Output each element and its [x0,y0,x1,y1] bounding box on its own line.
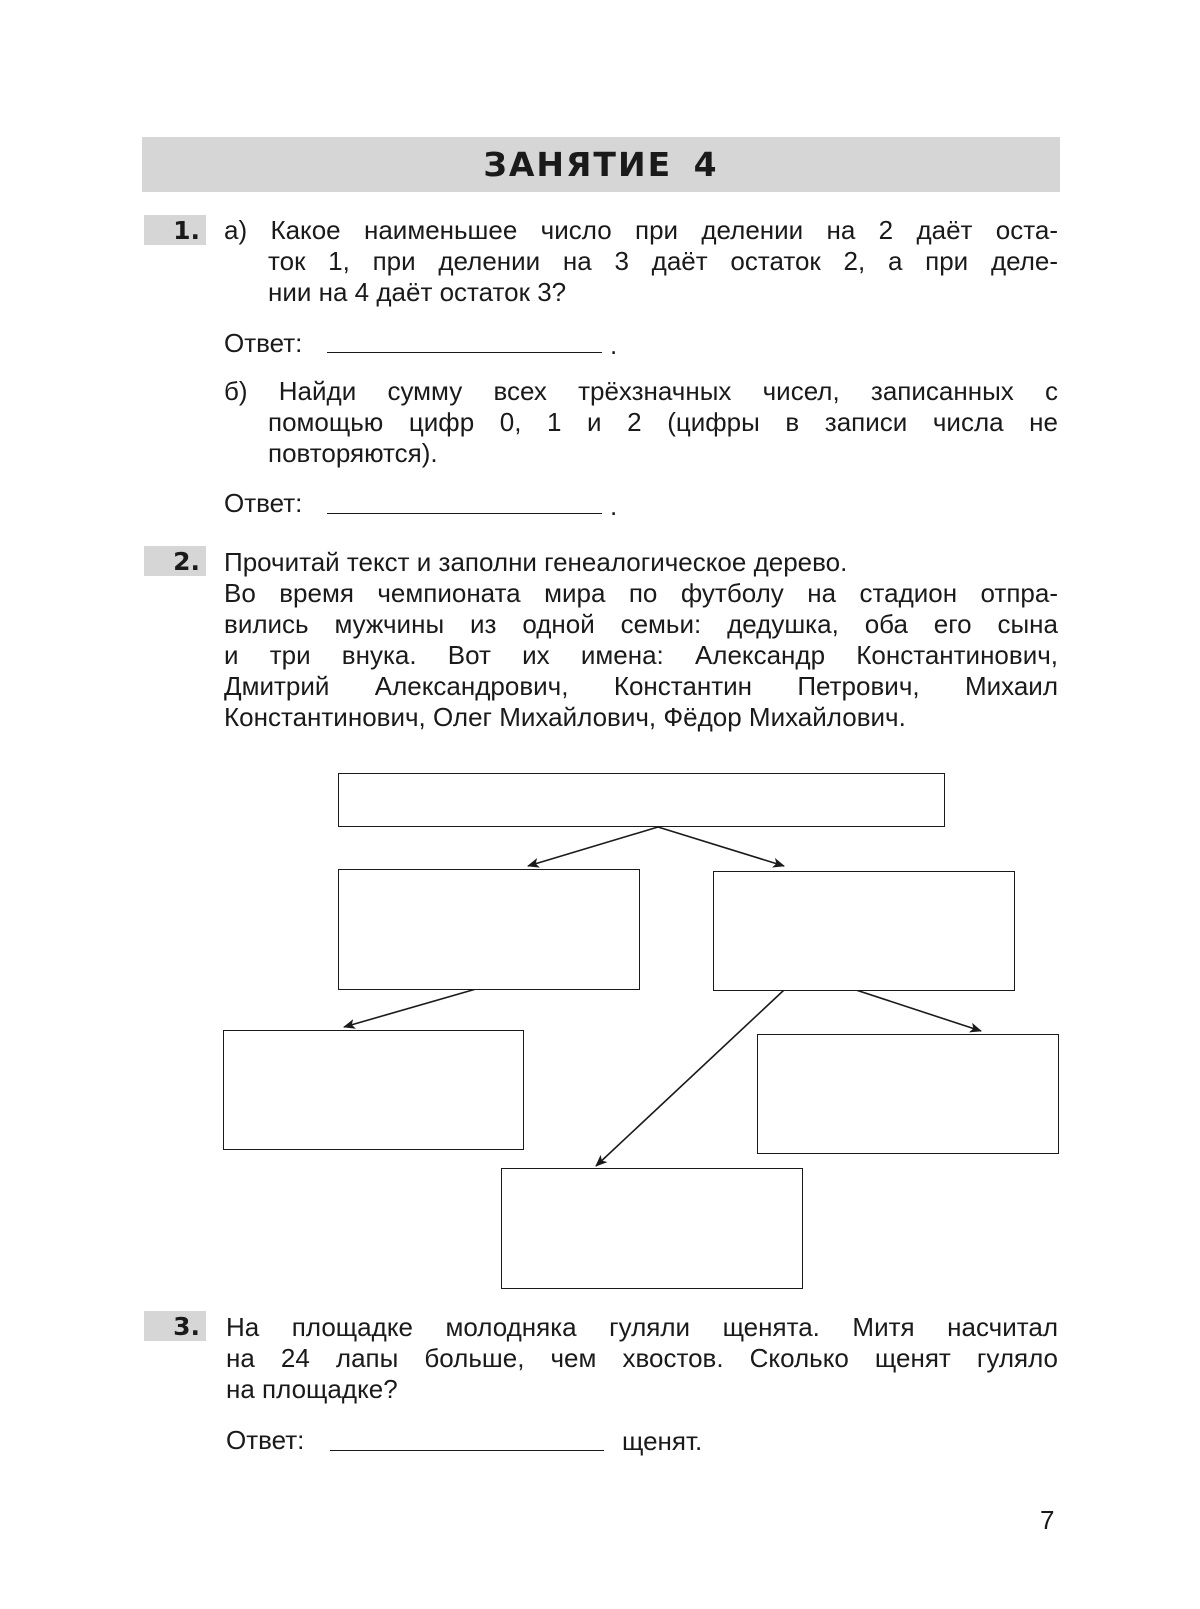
task-3-answer-field[interactable] [330,1450,604,1451]
task-2-line-2: Во время чемпионата мира по футболу на стадион отпра- [224,578,1058,608]
task-3-line-3: на площадке? [226,1374,398,1404]
lesson-title: ЗАНЯТИЕ 4 [483,145,719,184]
task-1a-answer-label: Ответ: [224,328,303,358]
task-2-line-1: Прочитай текст и заполни генеалогическое дерево. [224,547,848,577]
task-1b-line-2: помощью цифр 0, 1 и 2 (цифры в записи числа не [268,407,1058,437]
task-3-number: 3. [144,1311,206,1341]
task-2-line-6: Константинович, Олег Михайлович, Фёдор Михайлович. [224,702,906,732]
task-3-line-1: На площадке молодняка гуляли щенята. Митя насчитал [226,1312,1058,1342]
task-1a-line-1: а) Какое наименьшее число при делении на 2 даёт оста- [224,215,1058,245]
arrow-grandfather-to-son-right [658,827,784,866]
page-number: 7 [1040,1505,1055,1535]
tree-box-grandson-right[interactable] [757,1034,1059,1154]
arrow-son-right-to-grandson-right [856,990,981,1031]
arrow-son-right-to-grandson-middle [596,990,784,1166]
task-2-number: 2. [144,546,206,576]
task-1b-line-1: б) Найди сумму всех трёхзначных чисел, записанных с [224,376,1058,406]
arrow-son-left-to-grandson-left [344,989,476,1027]
task-3-line-2: на 24 лапы больше, чем хвостов. Сколько щенят гуляло [226,1343,1058,1373]
task-1b-line-3: повторяются). [268,438,438,468]
task-1b-answer-label: Ответ: [224,488,303,518]
task-2-line-4: и три внука. Вот их имена: Александр Константинович, [224,640,1058,670]
task-3-answer-suffix: щенят. [622,1426,703,1456]
task-1-number: 1. [144,215,206,245]
tree-box-son-left[interactable] [338,869,640,990]
task-2-line-5: Дмитрий Александрович, Константин Петрович, Михаил [224,671,1058,701]
task-1a-line-2: ток 1, при делении на 3 даёт остаток 2, а при деле- [268,246,1058,276]
task-2-line-3: вились мужчины из одной семьи: дедушка, оба его сына [224,609,1058,639]
tree-box-grandson-middle[interactable] [501,1168,803,1289]
task-1a-answer-suffix: . [610,330,618,360]
task-1a-line-3: нии на 4 даёт остаток 3? [268,277,567,307]
tree-box-grandfather[interactable] [338,773,945,827]
arrow-grandfather-to-son-left [528,827,658,866]
task-1b-answer-suffix: . [610,491,618,521]
task-3-answer-label: Ответ: [226,1425,305,1455]
tree-box-son-right[interactable] [713,871,1015,991]
tree-box-grandson-left[interactable] [223,1030,524,1150]
